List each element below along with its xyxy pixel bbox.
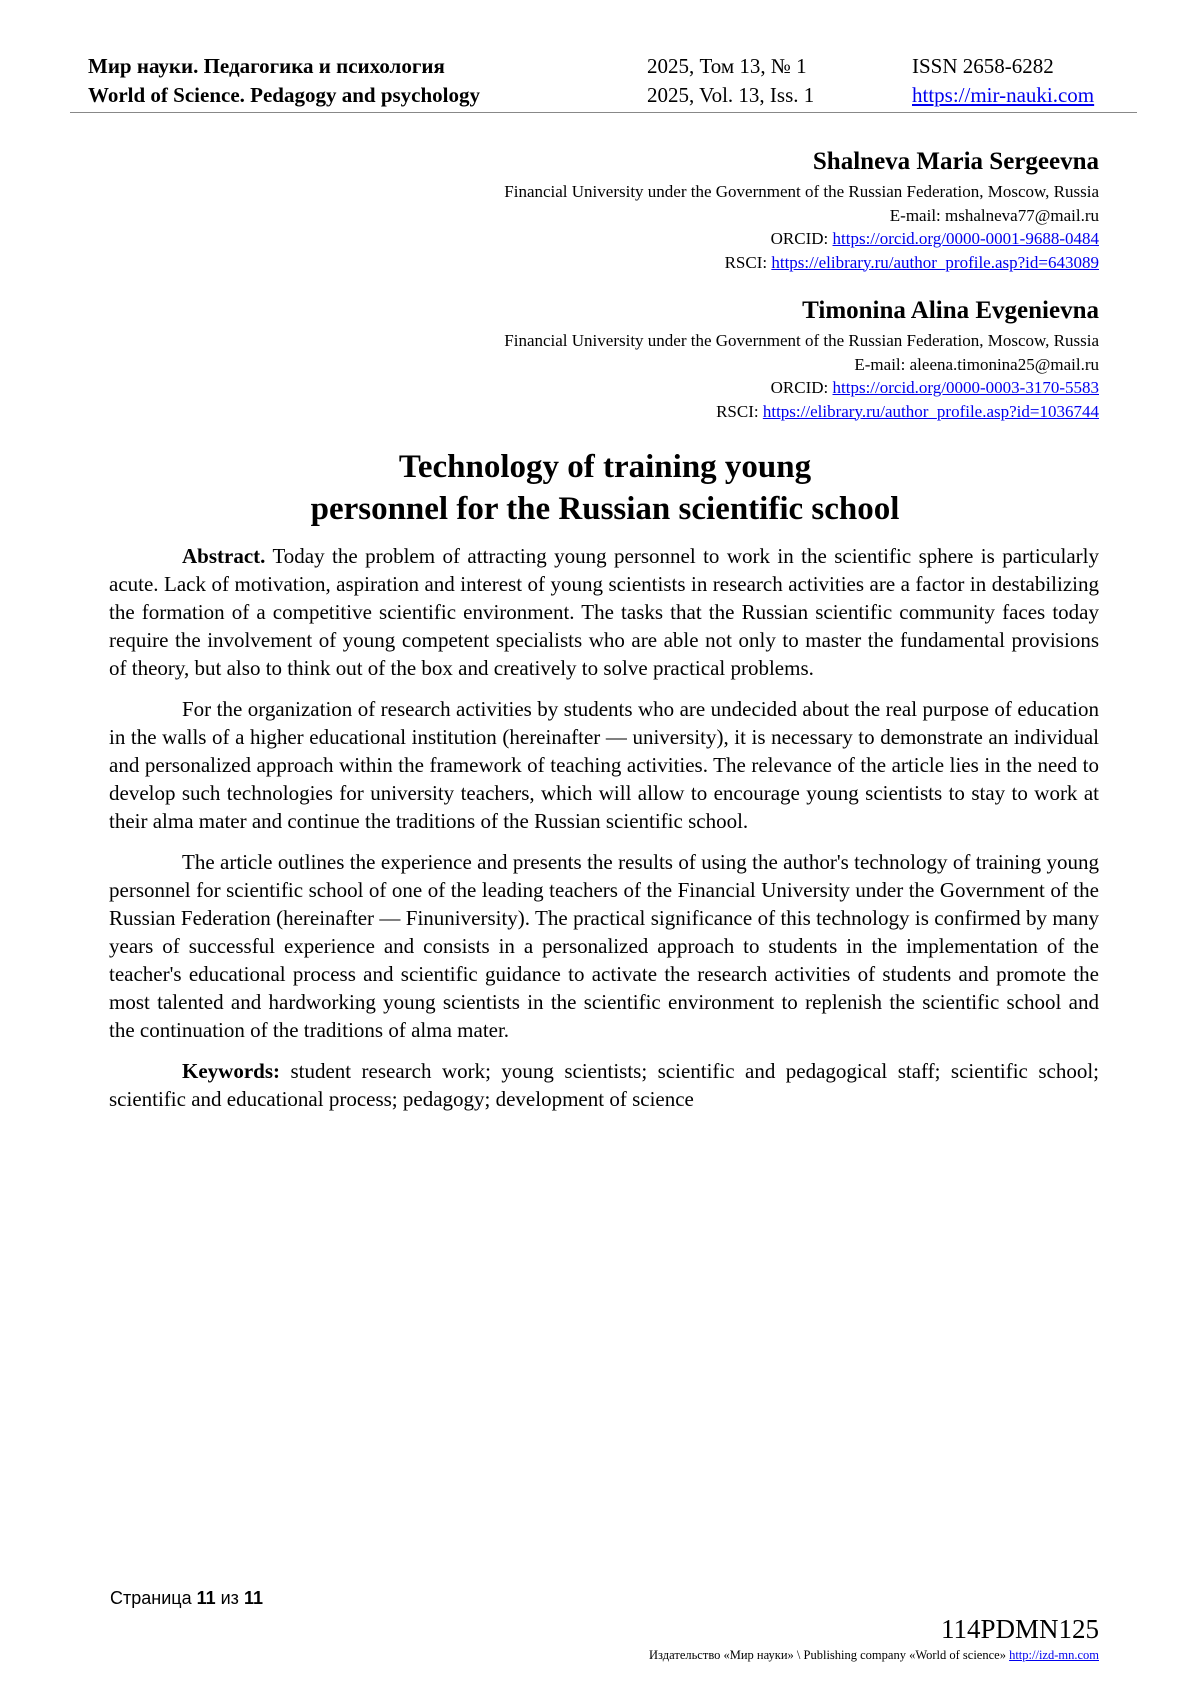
- orcid-link[interactable]: https://orcid.org/0000-0003-3170-5583: [832, 378, 1099, 397]
- page-sep: из: [215, 1588, 244, 1608]
- publisher-text: Издательство «Мир науки» \ Publishing company «World of science»: [649, 1648, 1010, 1662]
- rsci-link[interactable]: https://elibrary.ru/author_profile.asp?id=643089: [771, 252, 1099, 272]
- author-email: E-mail: mshalneva77@mail.ru: [889, 205, 1099, 225]
- issue-info: [647, 52, 814, 110]
- journal-url-link[interactable]: https://mir-nauki.com: [912, 83, 1095, 107]
- author-affiliation: Financial University under the Government of the Russian Federation, Moscow, Russia: [504, 182, 1099, 201]
- journal-title-ru: Мир науки. Педагогика и психология: [88, 54, 445, 78]
- author-block: [504, 145, 1099, 274]
- rsci-label: RSCI:: [716, 401, 763, 421]
- publisher-line: [649, 1648, 1099, 1663]
- article-body: [109, 542, 1099, 1126]
- article-title-line: personnel for the Russian scientific school: [310, 491, 900, 527]
- issn-info: [912, 52, 1094, 110]
- keywords-paragraph: [109, 1057, 1099, 1113]
- issue-ru: 2025, Том 13, № 1: [647, 54, 807, 78]
- author-affiliation: Financial University under the Government of the Russian Federation, Moscow, Russia: [504, 331, 1099, 350]
- author-email: E-mail: aleena.timonina25@mail.ru: [854, 354, 1099, 374]
- author-name: Timonina Alina Evgenievna: [802, 297, 1099, 324]
- issue-en: 2025, Vol. 13, Iss. 1: [647, 83, 815, 107]
- author-name: Shalneva Maria Sergeevna: [812, 148, 1099, 175]
- abstract-paragraph: The article outlines the experience and presents the results of using the author's technology of training young personnel for scientific school of one of the leading teachers of the Financial University under the Government of the Russian Federation (hereinafter — Finuniversity). The practical significance of this technology is confirmed by many years of successful experience and consists in a personalized approach to students in the implementation of the teacher's educational process and scientific guidance to activate the research activities of students and promote the most talented and hardworking young scientists in the scientific environment to replenish the scientific school and the continuation of the traditions of alma mater.: [109, 850, 1099, 1042]
- article-title-line: Technology of training young: [398, 449, 812, 485]
- article-title: [0, 446, 1200, 530]
- article-code: 114PDMN125: [940, 1614, 1099, 1644]
- orcid-label: ORCID:: [770, 229, 833, 248]
- abstract-paragraph: For the organization of research activities by students who are undecided about the real purpose of education in the walls of a higher educational institution (hereinafter — university), it is necessary to demonstrate an individual and personalized approach within the framework of teaching activities. The relevance of the article lies in the need to develop such technologies for university teachers, which will allow to encourage young scientists to stay to work at their alma mater and continue the traditions of the Russian scientific school.: [109, 697, 1099, 833]
- rsci-label: RSCI:: [724, 252, 772, 272]
- header-divider: [70, 112, 1137, 113]
- page-prefix: Страница: [110, 1588, 197, 1608]
- page-total: 11: [243, 1588, 263, 1608]
- page-number: [110, 1588, 263, 1609]
- page-current: 11: [196, 1588, 216, 1608]
- journal-title-en: World of Science. Pedagogy and psychology: [88, 83, 481, 107]
- journal-title: [88, 52, 480, 110]
- abstract-text: Today the problem of attracting young personnel to work in the scientific sphere is particularly acute. Lack of motivation, aspiration and interest of young scientists in research activities are a factor in destabilizing the formation of a competitive scientific environment. The tasks that the Russian scientific community faces today require the involvement of young competent specialists who are able not only to master the fundamental provisions of theory, but also to think out of the box and creatively to solve practical problems.: [109, 544, 1099, 680]
- issn: ISSN 2658-6282: [912, 54, 1054, 78]
- orcid-link[interactable]: https://orcid.org/0000-0001-9688-0484: [832, 229, 1099, 248]
- abstract-paragraph: [109, 542, 1099, 682]
- publisher-link[interactable]: http://izd-mn.com: [1009, 1648, 1099, 1662]
- author-block: [504, 294, 1099, 423]
- abstract-label: Abstract.: [182, 544, 266, 568]
- rsci-link[interactable]: https://elibrary.ru/author_profile.asp?id=1036744: [762, 401, 1099, 421]
- keywords-text: student research work; young scientists; scientific and pedagogical staff; scientific school; scientific and educational process; pedagogy; development of science: [109, 1059, 1099, 1111]
- keywords-label: Keywords:: [182, 1059, 280, 1083]
- orcid-label: ORCID:: [770, 378, 833, 397]
